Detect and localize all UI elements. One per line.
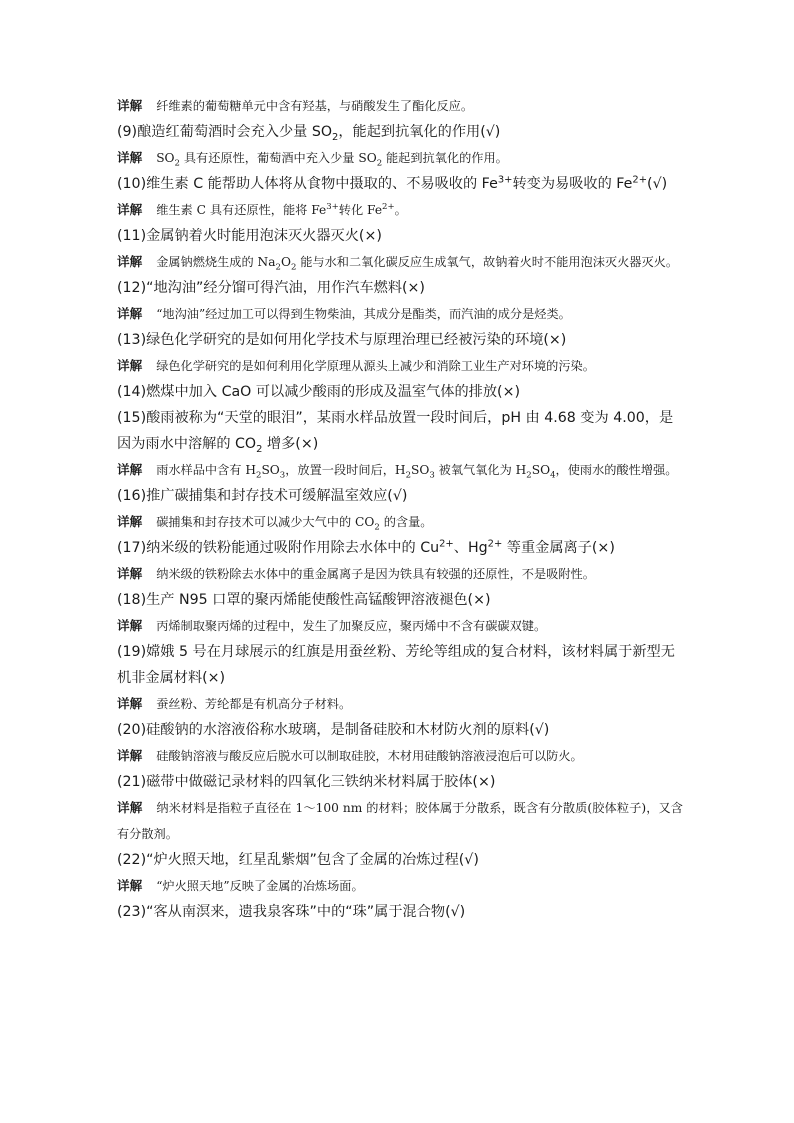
question-text: (22)“炉火照天地，红星乱紫烟”包含了金属的冶炼过程(√) — [117, 852, 479, 868]
explanation-body: 纳米材料是指粒子直径在 1～100 nm 的材料；胶体属于分散系，既含有分散质(胶体粒子)，又含有分散剂。 — [117, 801, 683, 841]
question-item — [117, 899, 683, 925]
question-item — [117, 405, 683, 483]
question-text: (13)绿色化学研究的是如何用化学技术与原理治理已经被污染的环境(×) — [117, 332, 567, 348]
explanation-text — [117, 691, 683, 717]
question-text: (18)生产 N95 口罩的聚丙烯能使酸性高锰酸钾溶液褪色(×) — [117, 592, 491, 608]
explanation-label: 详解 — [117, 618, 143, 633]
explanation-body: 纤维素的葡萄糖单元中含有羟基，与硝酸发生了酯化反应。 — [156, 99, 474, 113]
explanation-body: “地沟油”经过加工可以得到生物柴油，其成分是酯类，而汽油的成分是烃类。 — [156, 307, 571, 321]
explanation-text — [117, 249, 683, 275]
question-item — [117, 769, 683, 847]
explanation-label: 详解 — [117, 462, 143, 477]
question-text: (15)酸雨被称为“天堂的眼泪”，某雨水样品放置一段时间后，pH 由 4.68 变为 4.00，是因为雨水中溶解的 $CO_2$ 增多(×) — [117, 410, 674, 455]
explanation-text — [117, 301, 683, 327]
question-text: (19)嫦娥 5 号在月球展示的红旗是用蚕丝粉、芳纶等组成的复合材料，该材料属于新型无机非金属材料(×) — [117, 644, 675, 686]
question-text: (16)推广碳捕集和封存技术可缓解温室效应(√) — [117, 488, 408, 504]
question-text: (23)“客从南溟来，遗我泉客珠”中的“珠”属于混合物(√) — [117, 904, 466, 920]
explanation-label: 详解 — [117, 150, 143, 165]
explanation-text — [117, 613, 683, 639]
question-item — [117, 119, 683, 171]
explanation-text — [117, 457, 683, 483]
explanation-text — [117, 795, 683, 847]
question-item — [117, 639, 683, 717]
explanation-label: 详解 — [117, 878, 143, 893]
explanation-text — [117, 873, 683, 899]
question-text: (10)维生素 C 能帮助人体将从食物中摄取的、不易吸收的 $Fe^{3+}$转变为易吸收的 $Fe^{2+}(√)$ — [117, 174, 668, 192]
explanation-label: 详解 — [117, 748, 143, 763]
explanation-label: 详解 — [117, 800, 143, 815]
question-item — [117, 587, 683, 639]
explanation-body: 丙烯制取聚丙烯的过程中，发生了加聚反应，聚丙烯中不含有碳碳双键。 — [156, 619, 547, 633]
explanation-text — [117, 353, 683, 379]
question-item — [117, 847, 683, 899]
question-item — [117, 483, 683, 535]
question-item — [117, 327, 683, 379]
question-text: (9)酿造红葡萄酒时会充入少量 $SO_2$，能起到抗氧化的作用(√) — [117, 124, 501, 143]
explanation-label: 详解 — [117, 696, 143, 711]
explanation-text — [117, 743, 683, 769]
explanation-body: 雨水样品中含有 $H_2SO_3$，放置一段时间后，$H_2SO_3$ 被氧气氧化为 $H_2SO_4$，使雨水的酸性增强。 — [156, 463, 678, 481]
explanation-body: 绿色化学研究的是如何利用化学原理从源头上减少和消除工业生产对环境的污染。 — [156, 359, 595, 373]
explanation-text — [117, 197, 683, 223]
explanation-label: 详解 — [117, 358, 143, 373]
question-list — [117, 93, 683, 925]
explanation-body: “炉火照天地”反映了金属的冶炼场面。 — [156, 879, 364, 893]
question-text: (12)“地沟油”经分馏可得汽油，用作汽车燃料(×) — [117, 280, 425, 296]
explanation-body: 纳米级的铁粉除去水体中的重金属离子是因为铁具有较强的还原性，不是吸附性。 — [156, 567, 595, 581]
explanation-label: 详解 — [117, 98, 143, 113]
explanation-label: 详解 — [117, 202, 143, 217]
question-item — [117, 171, 683, 223]
explanation-text — [117, 93, 683, 119]
explanation-text — [117, 509, 683, 535]
question-text: (17)纳米级的铁粉能通过吸附作用除去水体中的 $Cu^{2+}$、$Hg^{2+}$ 等重金属离子(×) — [117, 538, 615, 556]
question-text: (21)磁带中做磁记录材料的四氧化三铁纳米材料属于胶体(×) — [117, 774, 496, 790]
explanation-label: 详解 — [117, 514, 143, 529]
explanation-text — [117, 561, 683, 587]
explanation-body: 碳捕集和封存技术可以减少大气中的 $CO_2$ 的含量。 — [156, 515, 433, 533]
explanation-label: 详解 — [117, 306, 143, 321]
explanation-body: 硅酸钠溶液与酸反应后脱水可以制取硅胶，木材用硅酸钠溶液浸泡后可以防火。 — [156, 749, 583, 763]
explanation-text — [117, 145, 683, 171]
question-text: (11)金属钠着火时能用泡沫灭火器灭火(×) — [117, 228, 382, 244]
explanation-body: 蚕丝粉、芳纶都是有机高分子材料。 — [156, 697, 352, 711]
question-item — [117, 717, 683, 769]
explanation-body: 维生素 C 具有还原性，能将 $Fe^{3+}$转化 $Fe^{2+}$。 — [156, 201, 407, 217]
question-item — [117, 275, 683, 327]
question-text: (20)硅酸钠的水溶液俗称水玻璃，是制备硅胶和木材防火剂的原料(√) — [117, 722, 550, 738]
question-item — [117, 93, 683, 119]
explanation-body: $SO_2$ 具有还原性，葡萄酒中充入少量 $SO_2$ 能起到抗氧化的作用。 — [156, 151, 508, 169]
explanation-body: 金属钠燃烧生成的 $Na_2O_2$ 能与水和二氧化碳反应生成氧气，故钠着火时不能用泡沫灭火器灭火。 — [156, 255, 679, 273]
question-item — [117, 379, 683, 405]
explanation-label: 详解 — [117, 254, 143, 269]
question-item — [117, 223, 683, 275]
question-text: (14)燃煤中加入 CaO 可以减少酸雨的形成及温室气体的排放(×) — [117, 384, 520, 400]
question-item — [117, 535, 683, 587]
explanation-label: 详解 — [117, 566, 143, 581]
